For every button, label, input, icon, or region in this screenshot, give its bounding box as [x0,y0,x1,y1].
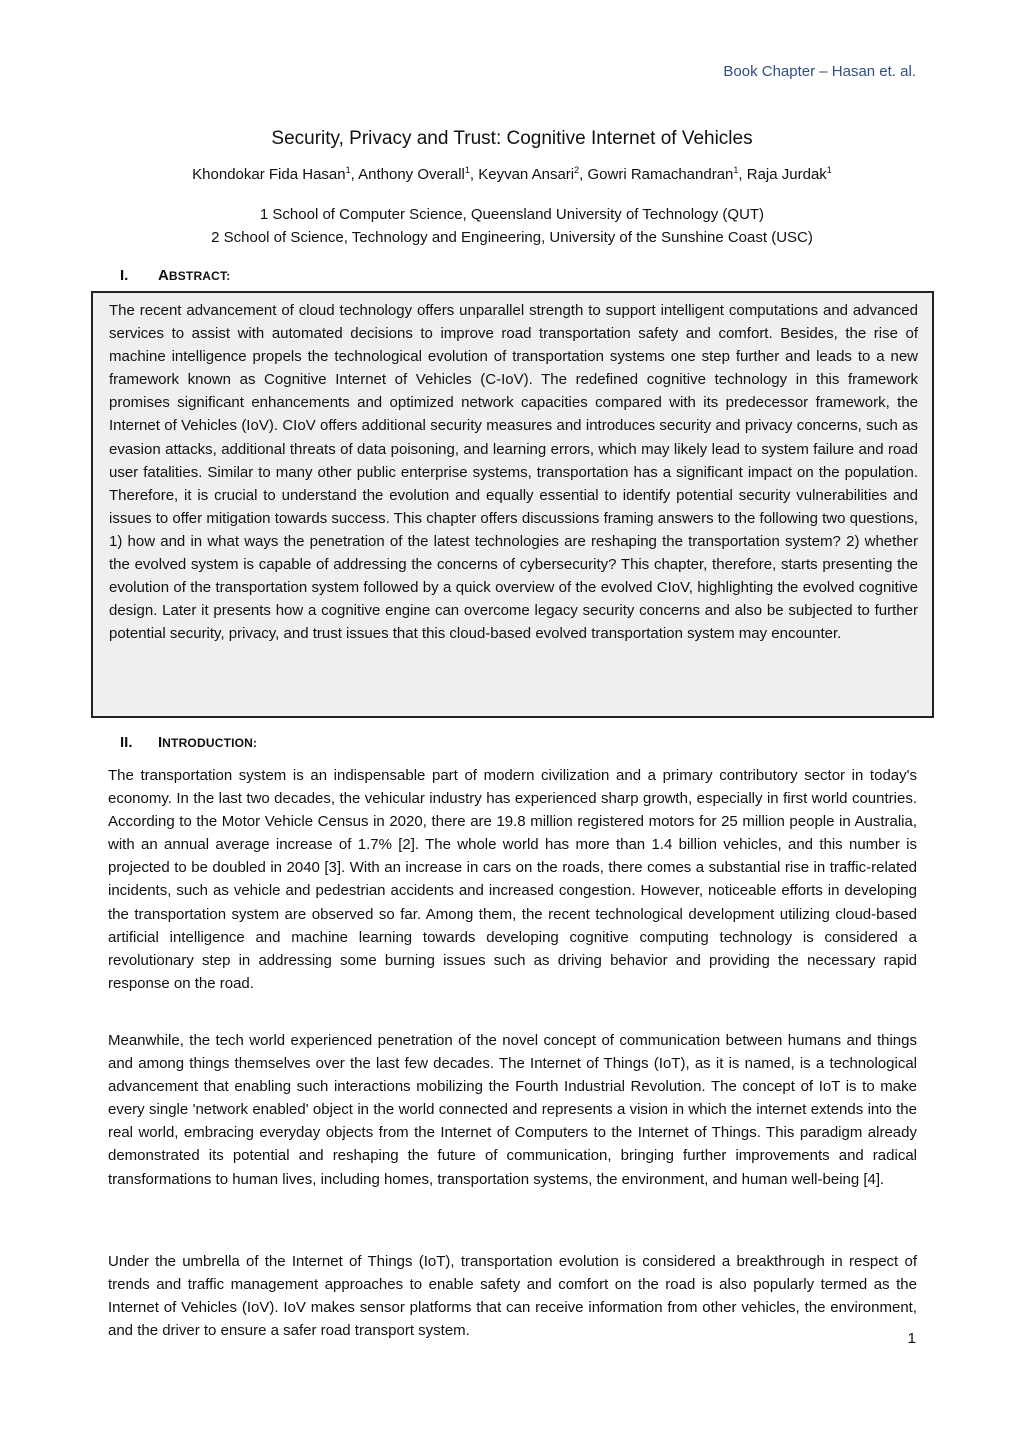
affiliations [0,203,1024,249]
section-title-initial: I [158,734,163,751]
author-name: Anthony Overall [358,166,465,183]
affiliation-marker: 1 [826,165,832,175]
section-number: I. [120,267,129,284]
section-number: II. [120,734,133,751]
abstract-box [91,291,934,718]
paper-title: Security, Privacy and Trust: Cognitive Internet of Vehicles [271,128,753,149]
abstract-text: The recent advancement of cloud technology offers unparallel strength to support intelligent computations and advanced services to assist with automated decisions to improve road transportation safety and comfort. Besides, the rise of machine intelligence propels the technological evolution of transportation systems one step further and leads to a new framework known as Cognitive Internet of Vehicles (C-IoV). The redefined cognitive technology in this framework promises significant enhancements and optimized network capacities compared with its predecessor framework, the Internet of Vehicles (IoV). CIoV offers additional security measures and introduces security and privacy concerns, such as evasion attacks, additional threats of data poisoning, and learning errors, which may likely lead to system failure and road user fatalities. Similar to many other public enterprise systems, transportation has a significant impact on the population. Therefore, it is crucial to understand the evolution and equally essential to identify potential security vulnerabilities and issues to offer mitigation towards success. This chapter offers discussions framing answers to the following two questions, 1) how and in what ways the penetration of the latest technologies are reshaping the transportation system? 2) whether the evolved system is capable of addressing the concerns of cybersecurity? This chapter, therefore, starts presenting the evolution of the transportation system followed by a quick overview of the evolved CIoV, highlighting the evolved cognitive design. Later it presents how a cognitive engine can overcome legacy security concerns and also be subjected to further potential security, privacy, and trust issues that this cloud-based evolved transportation system may encounter. [109,302,918,643]
affiliation-marker: 1 [464,165,470,175]
section-heading-introduction [120,734,257,751]
running-header: Book Chapter – Hasan et. al. [723,63,916,80]
author-name: Khondokar Fida Hasan [192,166,346,183]
author-name: Raja Jurdak [746,166,827,183]
author-name: Keyvan Ansari [478,166,575,183]
body-paragraph: The transportation system is an indispensable part of modern civilization and a primary contributory sector in today's economy. In the last two decades, the vehicular industry has experienced sharp growth, especially in first world countries. According to the Motor Vehicle Census in 2020, there are 19.8 million registered motors for 25 million people in Australia, with an annual average increase of 1.7% [2]. The whole world has more than 1.4 billion vehicles, and this number is projected to be doubled in 2040 [3]. With an increase in cars on the roads, there comes a substantial rise in traffic-related incidents, such as vehicle and pedestrian accidents and increased congestion. However, noticeable efforts in developing the transportation system are observed so far. Among them, the recent technological development utilizing cloud-based artificial intelligence and machine learning towards developing cognitive computing technology is considered a revolutionary step in addressing some burning issues such as driving behavior and providing the necessary rapid response on the road. [108,767,917,992]
body-paragraph: Meanwhile, the tech world experienced penetration of the novel concept of communication between humans and things and among things themselves over the last few decades. The Internet of Things (IoT), as it is named, is a technological advancement that enabling such interactions mobilizing the Fourth Industrial Revolution. The concept of IoT is to make every single 'network enabled' object in the world connected and represents a vision in which the internet extends into the real world, embracing everyday objects from the Internet of Computers to the Internet of Things. This paradigm already demonstrated its potential and reshaping the future of communication, bringing further improvements and radical transformations to human lives, including homes, transportation systems, the environment, and human well-being [4]. [108,1032,917,1188]
affiliation-marker: 2 [574,165,580,175]
body-paragraph: Under the umbrella of the Internet of Things (IoT), transportation evolution is considered a breakthrough in respect of trends and traffic management approaches to enable safety and comfort on the road is also popularly termed as the Internet of Vehicles (IoV). IoV makes sensor platforms that can receive information from other vehicles, the environment, and the driver to ensure a safer road transport system. [108,1253,917,1340]
section-title-rest: NTRODUCTION: [162,736,258,750]
section-heading-abstract [120,267,230,284]
page-number: 1 [907,1330,916,1347]
affiliation-line: 1 School of Computer Science, Queensland University of Technology (QUT) [259,206,765,223]
section-title-initial: A [158,267,169,284]
affiliation-marker: 1 [345,165,351,175]
affiliation-line: 2 School of Science, Technology and Engineering, University of the Sunshine Coast (USC) [211,229,813,246]
section-title-rest: BSTRACT: [168,269,231,283]
author-name: Gowri Ramachandran [587,166,734,183]
author-list: Khondokar Fida Hasan$^1$, Anthony Overall$^1$, Keyvan Ansari$^2$, Gowri Ramachandran$^1$, Raja Jurdak$^1$ [192,165,832,183]
affiliation-marker: 1 [733,165,739,175]
